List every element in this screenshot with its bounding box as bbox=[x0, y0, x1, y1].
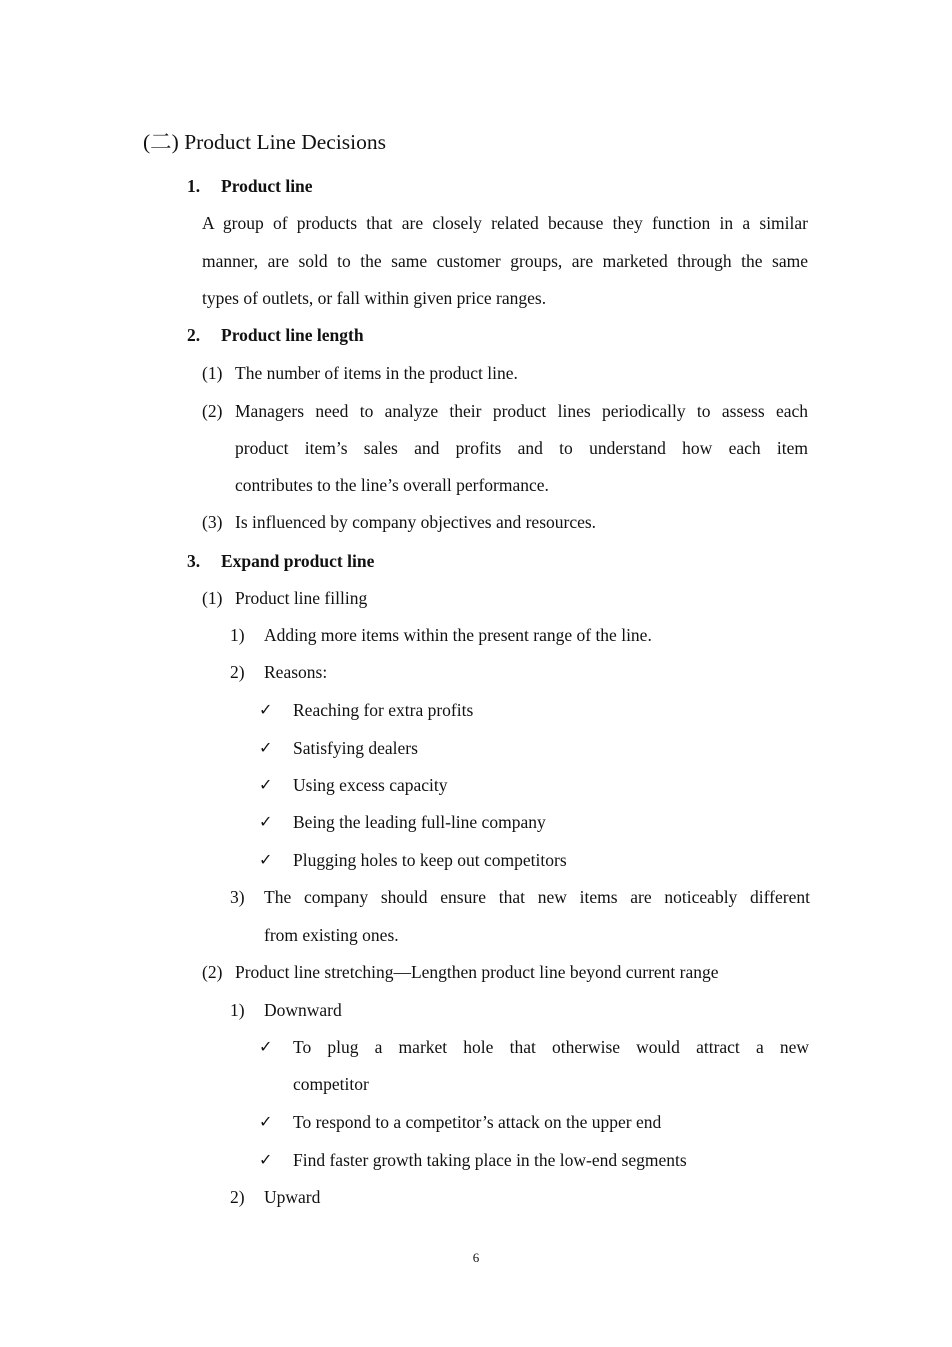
section-2-item-2-line-1: Managers need to analyze their product lines periodically to assess each bbox=[235, 401, 809, 421]
reason-4: Being the leading full-line company bbox=[293, 812, 546, 832]
section-2-number: 2. bbox=[187, 325, 201, 345]
section-3-p2-text: Product line stretching—Lengthen product line beyond current range bbox=[235, 962, 719, 982]
section-2-item-3-number: (3) bbox=[202, 512, 223, 532]
section-2-item-2-line-2: product item’s sales and profits and to understand how each item bbox=[235, 438, 809, 458]
section-2-item-2-number: (2) bbox=[202, 401, 223, 421]
section-2-item-1-number: (1) bbox=[202, 363, 223, 383]
downward-reason-3: Find faster growth taking place in the low-end segments bbox=[293, 1150, 687, 1170]
checkmark-icon: ✓ bbox=[259, 850, 273, 869]
reason-2: Satisfying dealers bbox=[293, 738, 418, 758]
downward-reason-2: To respond to a competitor’s attack on the upper end bbox=[293, 1112, 662, 1132]
section-3-p2-sub1-text: Downward bbox=[264, 1000, 342, 1020]
section-3-p2-sub2-number: 2) bbox=[230, 1187, 245, 1207]
section-1-line-3: types of outlets, or fall within given price ranges. bbox=[202, 288, 547, 308]
section-3-p1-number: (1) bbox=[202, 588, 223, 608]
section-3-p2-number: (2) bbox=[202, 962, 223, 982]
section-3-p1-sub3-number: 3) bbox=[230, 887, 245, 907]
downward-reason-1-line-1: To plug a market hole that otherwise would attract a new bbox=[293, 1037, 810, 1057]
section-3-p1-sub1-number: 1) bbox=[230, 625, 245, 645]
reason-1: Reaching for extra profits bbox=[293, 700, 474, 720]
checkmark-icon: ✓ bbox=[259, 1112, 273, 1131]
section-3-p1-sub2-text: Reasons: bbox=[264, 662, 328, 682]
downward-reason-1-line-2: competitor bbox=[293, 1074, 369, 1094]
section-1-number: 1. bbox=[187, 176, 201, 196]
section-2-heading: Product line length bbox=[221, 325, 364, 345]
section-1-heading: Product line bbox=[221, 176, 313, 196]
section-3-p2-sub1-number: 1) bbox=[230, 1000, 245, 1020]
page-number: 6 bbox=[472, 1250, 480, 1265]
section-1-line-2: manner, are sold to the same customer groups, are marketed through the same bbox=[202, 251, 808, 271]
reason-3: Using excess capacity bbox=[293, 775, 448, 795]
section-3-p1-sub2-number: 2) bbox=[230, 662, 245, 682]
section-3-p1-text: Product line filling bbox=[235, 588, 368, 608]
checkmark-icon: ✓ bbox=[259, 1150, 273, 1169]
checkmark-icon: ✓ bbox=[259, 812, 273, 831]
section-1-line-1: A group of products that are closely related because they function in a similar bbox=[202, 213, 808, 233]
section-title: (二) Product Line Decisions bbox=[143, 130, 387, 154]
checkmark-icon: ✓ bbox=[259, 1037, 273, 1056]
checkmark-icon: ✓ bbox=[259, 738, 273, 757]
section-3-p1-sub1-text: Adding more items within the present range of the line. bbox=[264, 625, 652, 645]
section-2-item-3-text: Is influenced by company objectives and resources. bbox=[235, 512, 597, 532]
section-3-p1-sub3-line-1: The company should ensure that new items are noticeably different bbox=[264, 887, 810, 907]
section-2-item-2-line-3: contributes to the line’s overall performance. bbox=[235, 475, 549, 495]
section-3-number: 3. bbox=[187, 551, 201, 571]
section-3-heading: Expand product line bbox=[221, 551, 375, 571]
reason-5: Plugging holes to keep out competitors bbox=[293, 850, 567, 870]
section-3-p1-sub3-line-2: from existing ones. bbox=[264, 925, 399, 945]
checkmark-icon: ✓ bbox=[259, 700, 273, 719]
section-3-p2-sub2-text: Upward bbox=[264, 1187, 321, 1207]
checkmark-icon: ✓ bbox=[259, 775, 273, 794]
section-2-item-1-text: The number of items in the product line. bbox=[235, 363, 518, 383]
